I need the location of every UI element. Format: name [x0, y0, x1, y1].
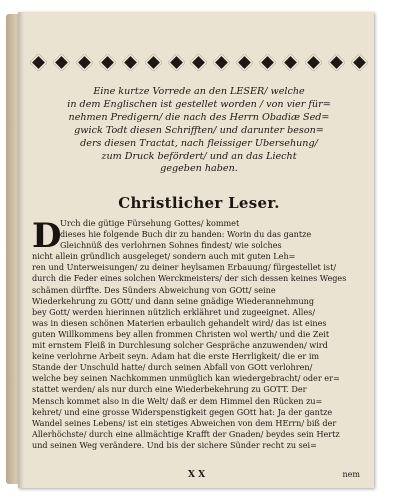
- fleuron-ornament-icon: [259, 53, 277, 71]
- body-line: Wiederkehrung zu GOtt/ und dann seine gnädige Wiederannehmung: [32, 295, 315, 306]
- fleuron-ornament-icon: [98, 53, 116, 71]
- preface-line: Eine kurtze Vorrede an den LESER/ welche: [93, 86, 305, 97]
- fleuron-ornament-icon: [304, 53, 322, 71]
- body-line: nicht allein gründlich ausgeleget/ sondern auch mit guten Leh=: [32, 251, 296, 262]
- fleuron-ornament-icon: [121, 53, 139, 71]
- body-line: Gleichnüß des verlohrnen Sohnes findest/ wie solches: [60, 240, 282, 251]
- preface-line: gegeben haben.: [160, 163, 238, 175]
- body-line: guten Willkommens bey allen frommen Christen wol werth/ und die Zeit: [32, 328, 330, 339]
- body-line: Wandel seines Lebens/ ist ein stetiges Abweichen von dem HErrn/ biß der: [32, 417, 337, 428]
- fleuron-ornament-icon: [327, 53, 345, 71]
- fleuron-ornament-icon: [29, 53, 47, 71]
- drop-cap-initial: D: [32, 216, 62, 256]
- body-line: bey Gott/ werden hierinnen nützlich erklähret und zugeeignet. Alles/: [32, 306, 316, 317]
- fleuron-ornament-icon: [52, 53, 70, 71]
- book-page: [18, 12, 374, 488]
- fleuron-ornament-icon: [236, 53, 254, 71]
- ornament-band: [32, 52, 366, 72]
- body-line: welche bey seinen Nachkommen unmüglich kan wiedergebracht/ oder er=: [32, 373, 340, 384]
- body-line: Allerhöchste/ durch eine allmächtige Krafft der Gnaden/ beydes sein Hertz: [32, 428, 340, 439]
- catchword: nem: [342, 470, 360, 479]
- section-heading: Christlicher Leser.: [118, 194, 280, 212]
- preface-line: in dem Englischen ist gestellet worden / von vier für=: [67, 98, 331, 110]
- body-line: dieses hie folgende Buch dir zu handen: Worin du das gantze: [60, 229, 312, 240]
- body-line: durch die Feder eines solchen Werckmeisters/ der sich dessen keines Weges: [32, 273, 347, 284]
- preface-line: ders diesen Tractat, nach fleissiger Ubersehung/: [80, 137, 318, 149]
- signature-mark: X X: [188, 470, 206, 480]
- fleuron-ornament-icon: [281, 53, 299, 71]
- fleuron-ornament-icon: [167, 53, 185, 71]
- body-line: schämen dürffte. Des Sünders Abweichung von GOtt/ seine: [32, 284, 276, 295]
- preface-line: zum Druck befördert/ und an das Liecht: [101, 150, 297, 162]
- body-line: stattet werden/ als nur durch eine Wiederbekehrung zu GOTT. Der: [32, 384, 307, 395]
- gutter-shadow: [18, 12, 24, 488]
- preface-title: [32, 86, 366, 176]
- body-text: [32, 218, 366, 451]
- fleuron-ornament-icon: [144, 53, 162, 71]
- body-line: keine verlohrne Arbeit seyn. Adam hat die erste Herrligkeit/ die er im: [32, 351, 320, 362]
- body-line: was in diesen schönen Materien erbaulich gehandelt wird/ das ist eines: [32, 317, 327, 328]
- body-line: Stande der Unschuld hatte/ durch seinen Abfall von GOtt verlohren/: [32, 362, 313, 373]
- fleuron-ornament-icon: [213, 53, 231, 71]
- preface-line: gwick Todt diesen Schrifften/ und darunter beson=: [74, 124, 324, 136]
- body-line: Urch die gütige Fürsehung Gottes/ kommet: [60, 218, 240, 228]
- body-line: kehret/ und eine grosse Widerspenstigkeit gegen GOtt hat: Ja der gantze: [32, 406, 333, 417]
- preface-line: nehmen Predigern/ die nach des Herrn Obadiæ Sed=: [68, 111, 330, 123]
- fleuron-ornament-icon: [75, 53, 93, 71]
- fleuron-ornament-icon: [350, 53, 368, 71]
- body-line: und seinen Weg verändere. Und bis der sichere Sünder recht zu sei=: [32, 439, 317, 450]
- body-line: Mensch kommet also in die Welt/ daß er dem Himmel den Rücken zu=: [32, 395, 323, 406]
- body-line: ren und Unterweisungen/ zu deiner heylsamen Erbauung/ fürgestellet ist/: [32, 262, 337, 273]
- body-line: mit ernstem Fleiß in Durchlesung solcher Gespräche anzuwenden/ wird: [32, 340, 328, 351]
- fleuron-ornament-icon: [190, 53, 208, 71]
